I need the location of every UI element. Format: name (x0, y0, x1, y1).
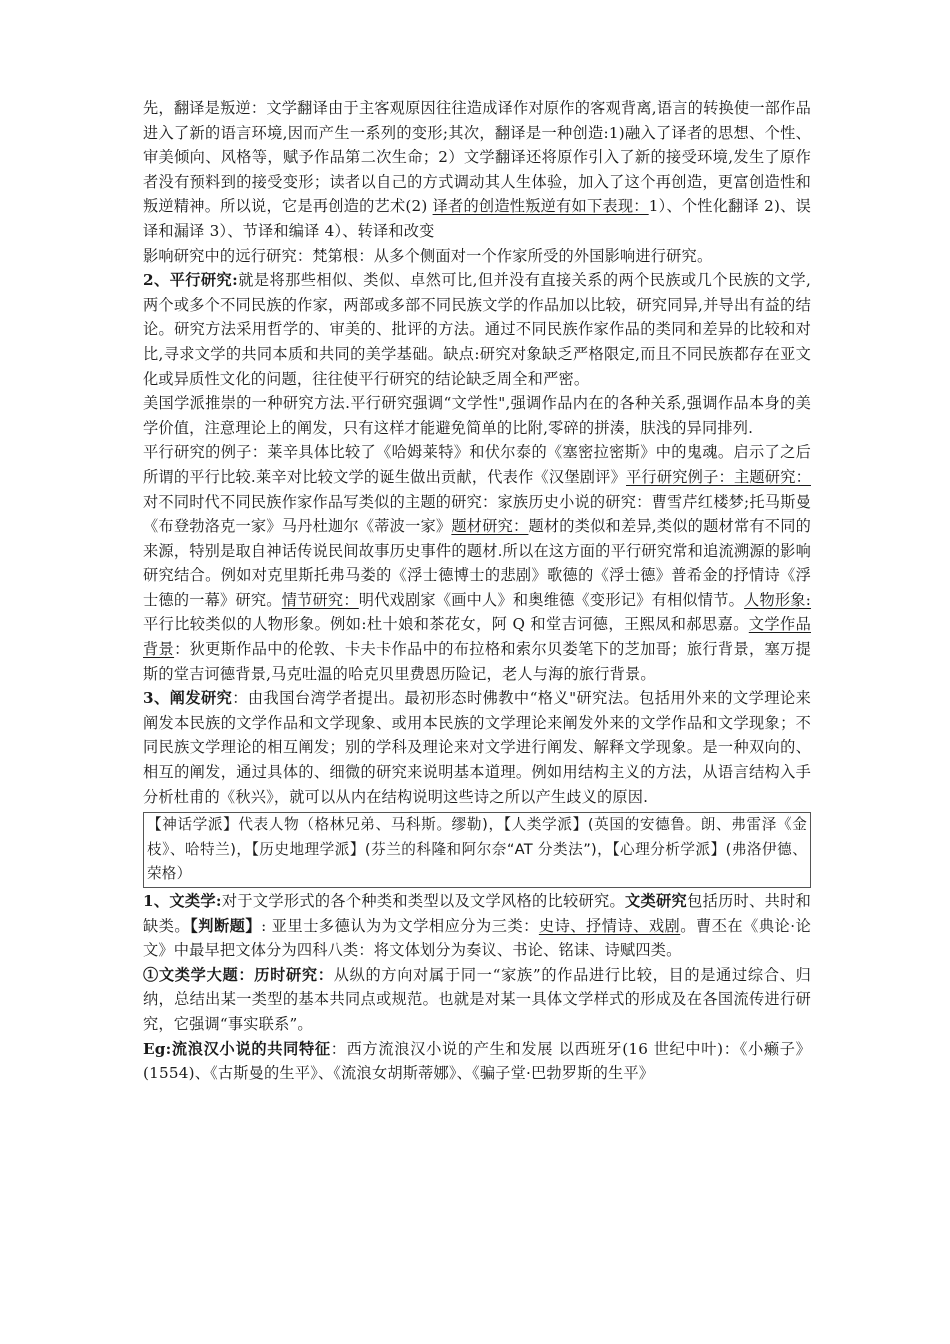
text-span: ：狄更斯作品中的伦敦、卡夫卡作品中的布拉格和索尔贝娄笔下的芝加哥；旅行背景，塞万提斯的堂吉诃德背景,马克吐温的哈克贝里费恩历险记，老人与海的旅行背景。 (143, 640, 811, 683)
bold-term: 文类研究 (625, 892, 688, 910)
text-span: 平行比较类似的人物形象。例如:杜十娘和茶花女，阿 Q 和堂吉诃德，王熙凤和郝思嘉。 (143, 615, 749, 634)
text-span: 平行研究的例子：莱辛具体比较了《哈姆莱特》和伏尔泰的《塞密拉密斯》中的鬼魂。启示了之后所谓的平行比较.莱辛对比较文学的诞生做出贡献，代表作《汉堡剧评》 (143, 443, 811, 486)
document-page (143, 96, 811, 1086)
text-span: 。曹丕在《典论·论文》中最早把文体分为四科八类：将文体划分为奏议、书论、铭诔、诗赋四类。 (143, 916, 811, 960)
underlined-text: 题材研究： (451, 517, 529, 536)
text-span: 从纵的方向对属于同一“家族”的作品进行比较，目的是通过综合、归纳，总结出某一类型的基本共同点或规范。也就是对某一具体文学样式的形成及在各国流传进行研究，它强调“事实联系”。 (143, 965, 811, 1033)
paragraph-diachronic-study (143, 963, 811, 1037)
text-span: 对不同时代不同民族作家作品写类似的主题的研究：家族历史小说的研究：曹雪芹红楼梦;托马斯曼《布登勃洛克一家》马丹杜迦尔《蒂波一家》 (143, 492, 811, 536)
text-span: ：西方流浪汉小说的产生和发展 以西班牙(16 世纪中叶)：《小癞子》(1554)、《古斯曼的生平》、《流浪女胡斯蒂娜》、《骗子堂·巴勃罗斯的生平》 (143, 1039, 812, 1083)
section-heading: Eg:流浪汉小说的共同特征 (143, 1039, 331, 1058)
paragraph-influence-study: 影响研究中的远行研究：梵第根：从多个侧面对一个作家所受的外国影响进行研究。 (143, 246, 713, 265)
text-span: 明代戏剧家《画中人》和奥维德《变形记》有相似情节。 (358, 590, 745, 609)
paragraph-picaresque-novel (143, 1037, 811, 1086)
section-heading: 2、平行研究: (143, 271, 238, 290)
underlined-text: 情节研究： (281, 590, 359, 609)
text-span: 1）、个性化翻译 2)、误译和漏译 3）、节译和编译 4）、转译和改变 (143, 197, 811, 240)
paragraph-american-school: 美国学派推崇的一种研究方法.平行研究强调“文学性",强调作品内在的各种关系,强调作品本身的美学价值，注意理论上的阐发，只有这样才能避免简单的比附,零碎的拼湊，肤浅的异同排列. (143, 394, 811, 437)
boxed-note-schools: 【神话学派】代表人物（格林兄弟、马科斯。缪勒)，【人类学派】(英国的安德鲁。朗、弗雷泽《金枝》、哈特兰)，【历史地理学派】(芬兰的科隆和阿尔奈“AT 分类法”)，【心理分析学派】(弗洛伊德、荣格） (143, 812, 811, 888)
paragraph-elucidation-study (143, 686, 811, 809)
section-heading: ①文类学大题：历时研究： (143, 965, 334, 984)
paragraph-translation (143, 96, 811, 244)
section-heading: 3、阐发研究 (143, 689, 233, 708)
underlined-text: 平行研究例子：主题研究： (626, 467, 811, 486)
paragraph-parallel-study (143, 268, 811, 391)
underlined-text: 译者的创造性叛逆有如下表现： (432, 197, 649, 216)
text-span: ：由我国台湾学者提出。最初形态时佛教中“格义"研究法。包括用外来的文学理论来阐发本民族的文学作品和文学现象、或用本民族的文学理论来阐发外来的文学作品和文学现象；不同民族文学理论的相互阐发；别的学科及理论来对文学进行阐发、解释文学现象。是一种双向的、相互的阐发，通过具体的、细微的研究来说明基本道理。例如用结构主义的方法，从语言结构入手分析杜甫的《秋兴》，就可以从内在结构说明这些诗之所以产生歧义的原因. (143, 689, 811, 806)
text-span: 对于文学形式的各个种类和类型以及文学风格的比较研究。 (221, 892, 626, 910)
underlined-text: 史诗、抒情诗、戏剧 (538, 916, 681, 935)
underlined-text: 人物形象: (744, 590, 812, 609)
text-span: 题材的类似和差异,类似的题材常有不同的来源，特别是取自神话传说民间故事历史事件的题材.所以在这方面的平行研究常和追流溯源的影响研究结合。例如对克里斯托弗马娄的《浮士德博士的悲剧》歌德的《浮士德》普希金的抒情诗《浮士德的一幕》研究。 (143, 517, 811, 609)
text-span: 就是将那些相似、类似、卓然可比,但并没有直接关系的两个民族或几个民族的文学,两个或多个不同民族的作家，两部或多部不同民族文学的作品加以比较，研究同异,并导出有益的结论。研究方法采用哲学的、审美的、批评的方法。通过不同民族作家作品的类同和差异的比较和对比,寻求文学的共同本质和共同的美学基础。缺点:研究对象缺乏严格限定,而且不同民族都存在亚文化或异质性文化的问题，往往使平行研究的结论缺乏周全和严密。 (143, 271, 811, 388)
section-heading: 1、文类学: (143, 892, 222, 910)
underlined-text: 文学作品背景 (143, 615, 811, 659)
bold-term: 【判断题】 (190, 916, 262, 935)
paragraph-parallel-examples (143, 440, 811, 686)
text-span: 先，翻译是叛逆：文学翻译由于主客观原因往往造成译作对原作的客观背离,语言的转换使一部作品进入了新的语言环境,因而产生一系列的变形;其次，翻译是一种创造:1)融入了译者的思想、个性、审美倾向、风格等，赋予作品第二次生命；2）文学翻译还将原作引入了新的接受环境,发生了原作者没有预料到的接受变形；读者以自己的方式调动其人生体验，加入了这个再创造，更富创造性和叛逆精神。所以说，它是再创造的艺术(2) (143, 99, 811, 216)
text-span: 包括历时、共时和缺类。 (143, 892, 811, 935)
text-span: : 亚里士多德认为为文学相应分为三类： (261, 916, 539, 935)
paragraph-genre-study (143, 889, 811, 963)
